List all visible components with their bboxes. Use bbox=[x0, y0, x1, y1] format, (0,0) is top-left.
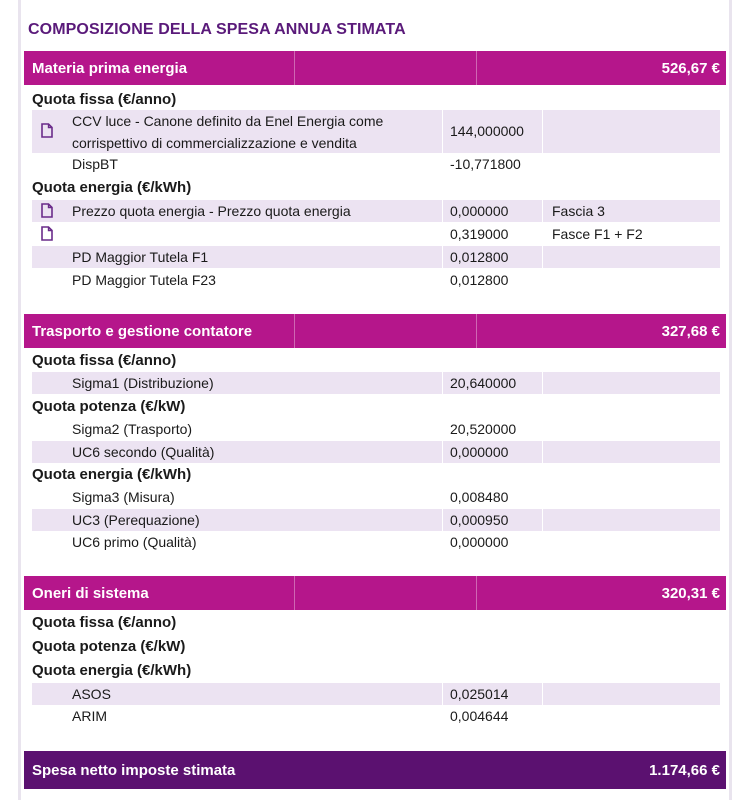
row-value: 20,520000 bbox=[450, 421, 517, 437]
table-row bbox=[32, 705, 720, 727]
section-bar-trasporto bbox=[24, 314, 726, 348]
row-description: ARIM bbox=[72, 708, 107, 724]
table-row bbox=[32, 683, 720, 705]
left-frame-border bbox=[18, 0, 21, 800]
section-bar-oneri bbox=[24, 576, 726, 610]
table-row bbox=[32, 153, 720, 175]
row-value: 20,640000 bbox=[450, 375, 517, 391]
row-description: UC3 (Perequazione) bbox=[72, 512, 200, 528]
row-description: UC6 primo (Qualità) bbox=[72, 534, 197, 550]
table-row bbox=[32, 441, 720, 463]
table-row bbox=[32, 509, 720, 531]
row-description: Sigma3 (Misura) bbox=[72, 489, 175, 505]
table-row bbox=[32, 372, 720, 394]
row-value: 0,008480 bbox=[450, 489, 509, 505]
subheading-quota-energia: Quota energia (€/kWh) bbox=[32, 466, 192, 483]
row-band: Fasce F1 + F2 bbox=[552, 226, 643, 242]
table-row bbox=[32, 269, 720, 291]
document-icon[interactable] bbox=[41, 123, 53, 138]
row-description: CCV luce - Canone definito da Enel Energia come corrispettivo di commercializzazione e vendita bbox=[72, 113, 384, 151]
row-value: 144,000000 bbox=[450, 123, 524, 139]
row-description: DispBT bbox=[72, 156, 118, 172]
table-row bbox=[32, 246, 720, 268]
table-row bbox=[32, 110, 720, 153]
section-label: Trasporto e gestione contatore bbox=[32, 322, 253, 340]
row-band: Fascia 3 bbox=[552, 203, 605, 219]
table-row bbox=[32, 200, 720, 222]
row-description: UC6 secondo (Qualità) bbox=[72, 444, 215, 460]
table-row bbox=[32, 223, 720, 245]
row-value: 0,004644 bbox=[450, 708, 509, 724]
row-value: 0,025014 bbox=[450, 686, 509, 702]
subheading-quota-fissa: Quota fissa (€/anno) bbox=[32, 352, 177, 369]
subheading-quota-potenza: Quota potenza (€/kW) bbox=[32, 398, 186, 415]
section-total: 526,67 € bbox=[661, 59, 720, 77]
row-value: 0,000000 bbox=[450, 444, 509, 460]
row-value: 0,000000 bbox=[450, 534, 509, 550]
table-row bbox=[32, 531, 720, 553]
subheading-quota-energia: Quota energia (€/kWh) bbox=[32, 179, 192, 196]
row-description: PD Maggior Tutela F23 bbox=[72, 272, 216, 288]
document-icon[interactable] bbox=[41, 203, 53, 218]
section-bar-materia bbox=[24, 51, 726, 85]
section-label: Oneri di sistema bbox=[32, 584, 149, 602]
right-frame-border bbox=[729, 0, 732, 800]
section-total: 327,68 € bbox=[661, 322, 720, 340]
total-bar bbox=[24, 751, 726, 789]
subheading-quota-fissa: Quota fissa (€/anno) bbox=[32, 91, 177, 108]
total-label: Spesa netto imposte stimata bbox=[32, 761, 236, 779]
subheading-quota-fissa: Quota fissa (€/anno) bbox=[32, 614, 177, 631]
section-label: Materia prima energia bbox=[32, 59, 188, 77]
table-row bbox=[32, 486, 720, 508]
row-value: 0,012800 bbox=[450, 272, 509, 288]
row-value: -10,771800 bbox=[450, 156, 521, 172]
table-row bbox=[32, 418, 720, 440]
row-description: ASOS bbox=[72, 686, 111, 702]
row-description: Prezzo quota energia - Prezzo quota energia bbox=[72, 203, 351, 219]
page-title: COMPOSIZIONE DELLA SPESA ANNUA STIMATA bbox=[28, 21, 406, 38]
row-description: Sigma1 (Distribuzione) bbox=[72, 375, 214, 391]
subheading-quota-energia: Quota energia (€/kWh) bbox=[32, 662, 192, 679]
row-description: Sigma2 (Trasporto) bbox=[72, 421, 193, 437]
total-value: 1.174,66 € bbox=[649, 761, 720, 779]
section-total: 320,31 € bbox=[661, 584, 720, 602]
row-value: 0,000950 bbox=[450, 512, 509, 528]
row-description: PD Maggior Tutela F1 bbox=[72, 249, 209, 265]
subheading-quota-potenza: Quota potenza (€/kW) bbox=[32, 638, 186, 655]
row-value: 0,012800 bbox=[450, 249, 509, 265]
row-value: 0,319000 bbox=[450, 226, 509, 242]
row-value: 0,000000 bbox=[450, 203, 509, 219]
document-icon[interactable] bbox=[41, 226, 53, 241]
